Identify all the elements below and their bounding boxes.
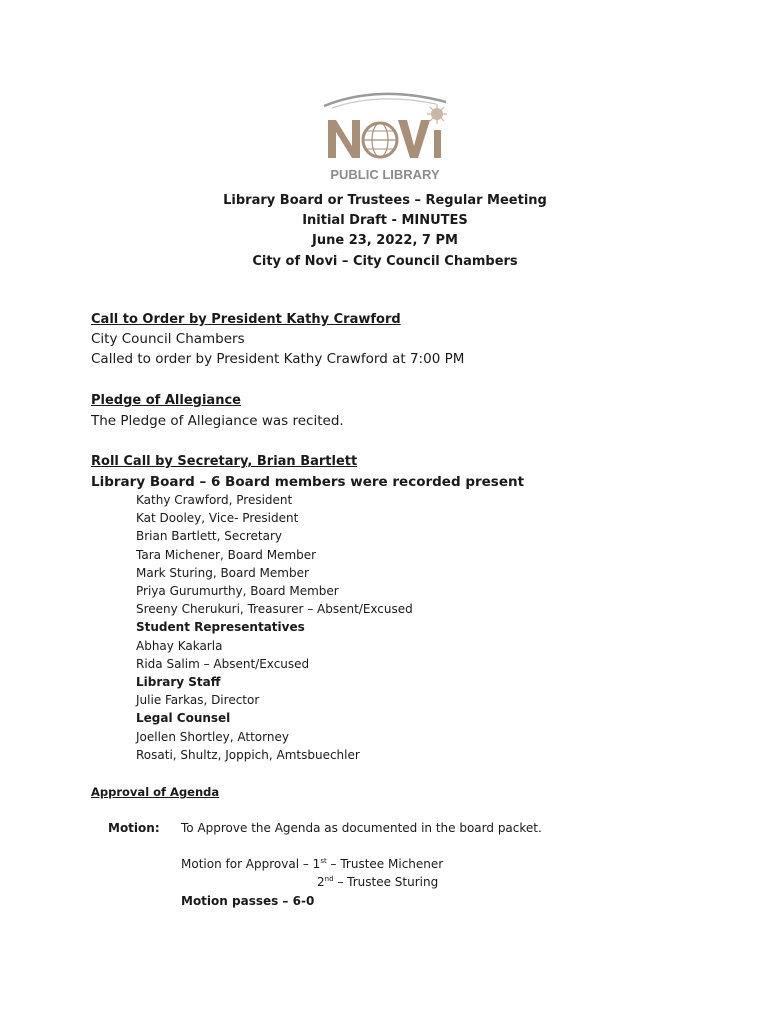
draft-label: Initial Draft - MINUTES xyxy=(302,213,468,228)
motion-first: Motion for Approval – 1st – Trustee Michener xyxy=(181,857,444,871)
call-to-order-heading: Call to Order by President Kathy Crawford xyxy=(91,312,401,327)
member-item: Brian Bartlett, Secretary xyxy=(136,529,282,543)
call-to-order-location: City Council Chambers xyxy=(91,331,245,347)
meeting-title: Library Board or Trustees – Regular Meeting xyxy=(223,193,547,208)
roll-call-heading: Roll Call by Secretary, Brian Bartlett xyxy=(91,454,358,469)
member-item: Kathy Crawford, President xyxy=(136,493,293,507)
member-item: Joellen Shortley, Attorney xyxy=(136,730,289,744)
motion-result: Motion passes – 6-0 xyxy=(181,894,315,908)
library-logo xyxy=(318,86,452,186)
member-item: Rosati, Shultz, Joppich, Amtsbuechler xyxy=(136,748,360,762)
student-representatives-heading: Student Representatives xyxy=(136,620,305,634)
member-item: Kat Dooley, Vice- President xyxy=(136,511,299,525)
member-item: Mark Sturing, Board Member xyxy=(136,566,309,580)
motion-second: 2nd – Trustee Sturing xyxy=(317,875,439,889)
novi-logo-graphic xyxy=(318,86,452,186)
approval-of-agenda-heading: Approval of Agenda xyxy=(91,785,220,799)
call-to-order-text: Called to order by President Kathy Crawford at 7:00 PM xyxy=(91,351,465,367)
member-item: Tara Michener, Board Member xyxy=(136,548,317,562)
member-item: Sreeny Cherukuri, Treasurer – Absent/Excused xyxy=(136,602,413,616)
motion-text: To Approve the Agenda as documented in the board packet. xyxy=(181,821,542,835)
motion-label: Motion: xyxy=(108,821,160,835)
member-item: Abhay Kakarla xyxy=(136,639,223,653)
member-item: Rida Salim – Absent/Excused xyxy=(136,657,310,671)
member-item: Priya Gurumurthy, Board Member xyxy=(136,584,339,598)
library-staff-heading: Library Staff xyxy=(136,675,221,689)
meeting-date: June 23, 2022, 7 PM xyxy=(312,233,458,248)
pledge-text: The Pledge of Allegiance was recited. xyxy=(91,413,344,429)
member-item: Julie Farkas, Director xyxy=(136,693,260,707)
legal-counsel-heading: Legal Counsel xyxy=(136,711,231,725)
roll-call-summary: Library Board – 6 Board members were recorded present xyxy=(91,474,525,490)
svg-text:PUBLIC LIBRARY: PUBLIC LIBRARY xyxy=(330,167,440,182)
pledge-heading: Pledge of Allegiance xyxy=(91,393,241,408)
meeting-location: City of Novi – City Council Chambers xyxy=(252,254,518,269)
